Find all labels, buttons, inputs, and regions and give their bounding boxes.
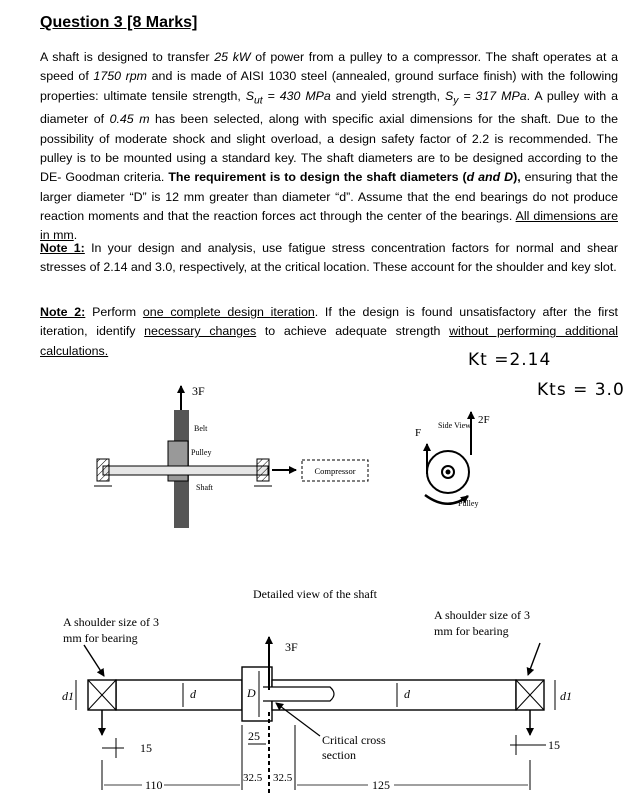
right-bearing — [257, 459, 269, 481]
shaft-left-section — [116, 680, 242, 710]
shaft-detail-diagram — [62, 587, 572, 795]
pulley-side-label: Pulley — [458, 499, 479, 508]
dim-125: 125 — [372, 778, 390, 792]
force-f-label: F — [415, 427, 422, 439]
left-shoulder-note-1: A shoulder size of 3 — [63, 615, 159, 629]
sut-value: $S_{ut} = 430$ MPa — [245, 88, 331, 107]
right-shoulder-note-1: A shoulder size of 3 — [434, 608, 530, 622]
note-2: Note 2: Perform one complete design iteration. If the design is found unsatisfactory after the first iteration, identify necessary changes to achieve adequate strength without performing additional calculations. — [40, 305, 618, 358]
d1-left-label: d1 — [62, 689, 74, 703]
left-bearing — [97, 459, 109, 481]
detail-title: Detailed view of the shaft — [253, 587, 377, 601]
d-left-label: d — [190, 687, 196, 701]
D-label: D — [247, 686, 256, 700]
pulley-diameter: 0.45 m — [109, 112, 150, 127]
assembly-diagram — [94, 384, 490, 528]
power-value: 25 kW — [214, 50, 251, 64]
force-3f-label: 3F — [192, 384, 205, 398]
handwritten-kts: Kts = 3.0 — [537, 380, 625, 400]
shaft — [103, 466, 268, 475]
dim-15-right: 15 — [548, 738, 560, 752]
sy-value: $S_y = 317$ MPa — [444, 88, 527, 107]
handwritten-kt: Kt =2.14 — [468, 350, 552, 370]
dim-32-5-left: 32.5 — [243, 772, 263, 784]
dim-32-5-right: 32.5 — [273, 772, 293, 784]
compressor-label: Compressor — [314, 466, 356, 476]
d1-right-label: d1 — [560, 689, 572, 703]
question-title: Question 3 [8 Marks] — [40, 14, 198, 31]
side-view-label: Side View — [438, 421, 471, 430]
problem-statement: A shaft is designed to transfer 25 kW of power from a pulley to a compressor. The shaft operates at a speed of 1750 rpm and is made of AISI 1030 steel (annealed, ground surface finish) with the following properties: ultimate tensile strength, $S_{ut} = 430$ MPa and yield strength, $S_y = 317$ MPa. A pulley with a diameter of 0.45 m has been selected, along with specific axial dimensions for the shaft. Due to the possibility of moderate shock and slight overload, a design safety factor of 2.2 is recommended. The pulley is to be mounted using a standard key. The shaft diameters are to be designed according to the DE- Goodman criteria. The requirement is to design the shaft diameters (d and D), ensuring that the larger diameter “D” is 12 mm greater than diameter “d”. Assume that the end bearings do not produce reaction moments and that the reaction forces act through the center of the bearings. All dimensions are in mm. — [40, 50, 619, 243]
critical-section-1: Critical cross — [322, 733, 386, 747]
detail-force-3f: 3F — [285, 640, 298, 654]
dim-110: 110 — [145, 778, 163, 792]
dim-25: 25 — [248, 729, 260, 743]
keyway — [263, 687, 334, 701]
critical-section-2: section — [322, 748, 356, 762]
dim-15-left: 15 — [140, 741, 152, 755]
left-shoulder-note-2: mm for bearing — [63, 631, 138, 645]
note-1: Note 1: In your design and analysis, use fatigue stress concentration factors for normal and shear stresses of 2.14 and 3.0, respectively, at the critical location. These account for the shoulder and key slot. — [40, 241, 618, 275]
note-1-label: Note 1: — [40, 241, 85, 255]
note-2-label: Note 2: — [40, 305, 86, 319]
belt-label: Belt — [194, 424, 208, 433]
shaft-label: Shaft — [196, 483, 213, 492]
pulley-label: Pulley — [191, 448, 212, 457]
force-2f-label: 2F — [478, 414, 490, 426]
d-right-label: d — [404, 687, 410, 701]
right-shoulder-note-2: mm for bearing — [434, 624, 509, 638]
speed-value: 1750 rpm — [93, 69, 147, 84]
